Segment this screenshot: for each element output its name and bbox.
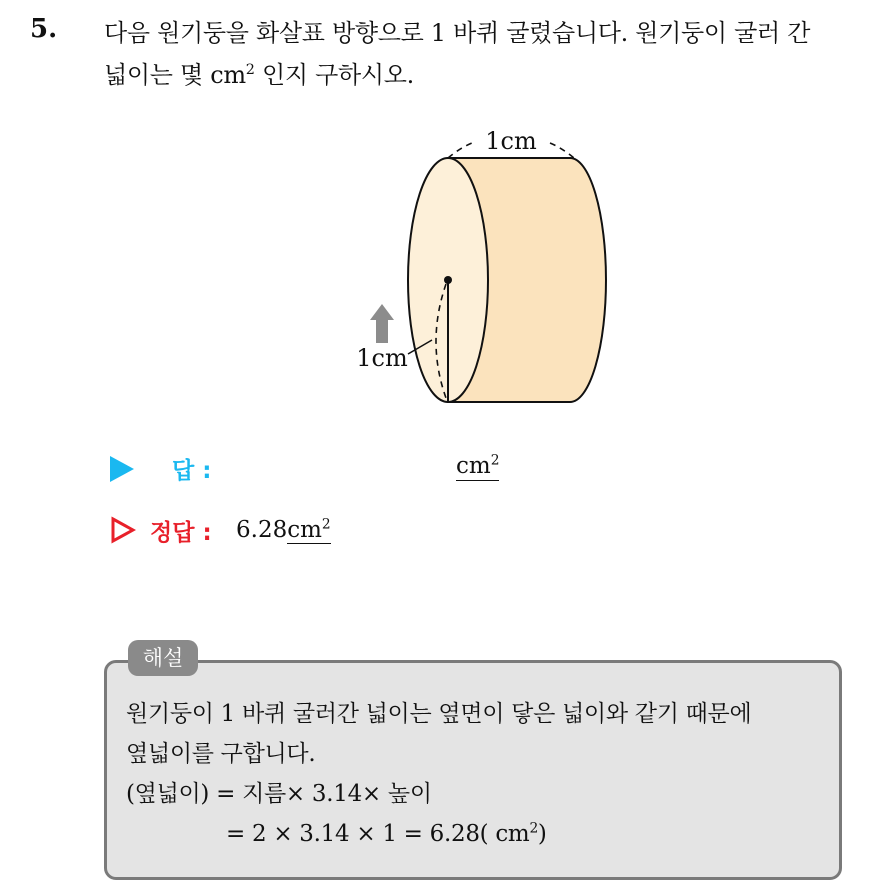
explanation-line-1: 원기둥이 1 바퀴 굴러간 넓이는 옆면이 닿은 넓이와 같기 때문에 xyxy=(126,701,752,727)
correct-unit-base: cm xyxy=(287,517,322,543)
correct-answer-row xyxy=(110,512,610,552)
question-text xyxy=(104,12,874,96)
answer-unit-sup: 2 xyxy=(490,452,500,469)
explanation-line-4-sup: 2 xyxy=(529,820,538,837)
answer-label: 답 : xyxy=(172,458,212,484)
correct-label: 정답 : xyxy=(150,520,212,546)
explanation-line-3: (옆넓이) = 지름× 3.14× 높이 xyxy=(126,781,432,807)
question-line-2-post: 인지 구하시오. xyxy=(254,61,414,89)
cylinder-figure xyxy=(340,118,630,414)
question-line-2 xyxy=(104,54,874,96)
correct-unit xyxy=(287,517,330,544)
answer-row xyxy=(110,450,610,490)
explanation-line-4-post: ) xyxy=(537,821,547,847)
top-label: 1cm xyxy=(485,127,537,155)
up-arrow-icon xyxy=(370,304,394,343)
top-dashed-arc-left xyxy=(448,143,472,158)
correct-value xyxy=(236,516,331,544)
question-line-2-pre: 넓이는 몇 cm xyxy=(104,61,246,89)
question-line-1: 다음 원기둥을 화살표 방향으로 1 바퀴 굴렸습니다. 원기둥이 굴러 간 xyxy=(104,19,811,47)
explanation-tab: 해설 xyxy=(128,640,198,676)
question-number: 5. xyxy=(30,14,58,44)
answer-unit-base: cm xyxy=(456,453,491,479)
explanation-text xyxy=(126,694,836,854)
center-dot xyxy=(444,276,452,284)
side-label: 1cm xyxy=(356,344,408,372)
top-dashed-arc-right xyxy=(550,143,574,158)
answer-blank[interactable] xyxy=(456,452,499,481)
outline-triangle-icon xyxy=(110,516,136,544)
cylinder-diagram xyxy=(340,118,630,414)
question-unit-sup: 2 xyxy=(245,62,255,78)
explanation-line-4-pre: = 2 × 3.14 × 1 = 6.28( cm xyxy=(226,821,530,847)
explanation-line-2: 옆넓이를 구합니다. xyxy=(126,741,316,767)
correct-unit-sup: 2 xyxy=(321,516,331,533)
explanation-line-4 xyxy=(126,814,836,854)
correct-number: 6.28 xyxy=(236,517,288,543)
play-triangle-icon xyxy=(110,456,134,482)
